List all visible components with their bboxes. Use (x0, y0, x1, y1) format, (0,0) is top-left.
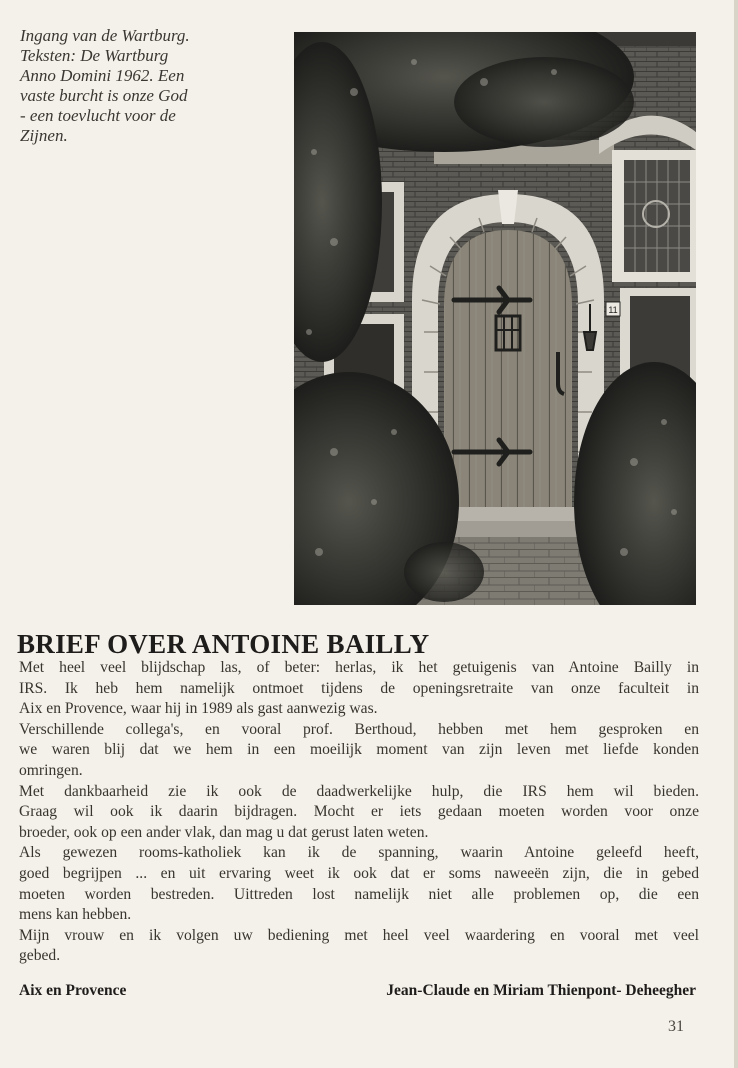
body-line: Mijn vrouw en ik volgen uw bediening met heel veel waardering en vooral met veel (19, 926, 699, 944)
page-number: 31 (668, 1018, 684, 1035)
photo-caption (20, 26, 260, 146)
shrub-left-small (404, 542, 484, 602)
ivy-over-arch (454, 57, 634, 147)
signature-place: Aix en Provence (19, 982, 127, 999)
caption-line: - een toevlucht voor de (20, 106, 176, 125)
body-line: we waren blij dat we hem in een moeilijk moment van zijn leven met liefde konden (19, 741, 699, 759)
caption-line: Teksten: De Wartburg (20, 46, 169, 65)
body-line: moeten worden bestreden. Uittreden lost namelijk niet alle problemen op, die een (19, 885, 699, 903)
page-edge (734, 0, 738, 1068)
house-number: 11 (608, 305, 618, 315)
body-line: goed begrijpen ... en uit ervaring weet ik ook dat er soms naweeën zijn, die in gebed (19, 864, 699, 882)
signature-names: Jean-Claude en Miriam Thienpont- Deheegher (386, 982, 696, 999)
photo-illustration (294, 32, 696, 605)
body-line: Graag wil ook ik daarin bijdragen. Mocht er iets gedaan moeten worden voor onze (19, 803, 699, 821)
body-line: mens kan hebben. (19, 906, 132, 924)
body-line: broeder, ook op een ander vlak, dan mag u dat gerust laten weten. (19, 823, 429, 841)
body-line: Met dankbaarheid zie ik ook de daadwerkelijke hulp, die IRS hem wil bieden. (19, 782, 699, 800)
body-line: Met heel veel blijdschap las, of beter: herlas, ik het getuigenis van Antoine Bailly in (19, 659, 699, 676)
body-line: IRS. Ik heb hem namelijk ontmoet tijdens de openingsretraite van onze faculteit in (19, 679, 699, 697)
wooden-door (444, 230, 572, 507)
body-line: omringen. (19, 761, 83, 779)
article-title: BRIEF OVER ANTOINE BAILLY (17, 629, 430, 659)
wartburg-entrance-photo (294, 32, 696, 605)
body-line: Als gewezen rooms-katholiek kan ik de spanning, waarin Antoine geleefd heeft, (19, 844, 699, 862)
caption-line: Ingang van de Wartburg. (20, 26, 190, 45)
caption-line: vaste burcht is onze God (20, 86, 188, 105)
article-body (19, 658, 699, 967)
signature-line (19, 980, 696, 1002)
body-line: gebed. (19, 947, 61, 965)
caption-line: Anno Domini 1962. Een (20, 66, 185, 85)
body-line: Aix en Provence, waar hij in 1989 als gast aanwezig was. (19, 700, 378, 718)
caption-line: Zijnen. (20, 126, 68, 145)
body-line: Verschillende collega's, en vooral prof. Berthoud, hebben met hem gesproken en (19, 720, 699, 738)
